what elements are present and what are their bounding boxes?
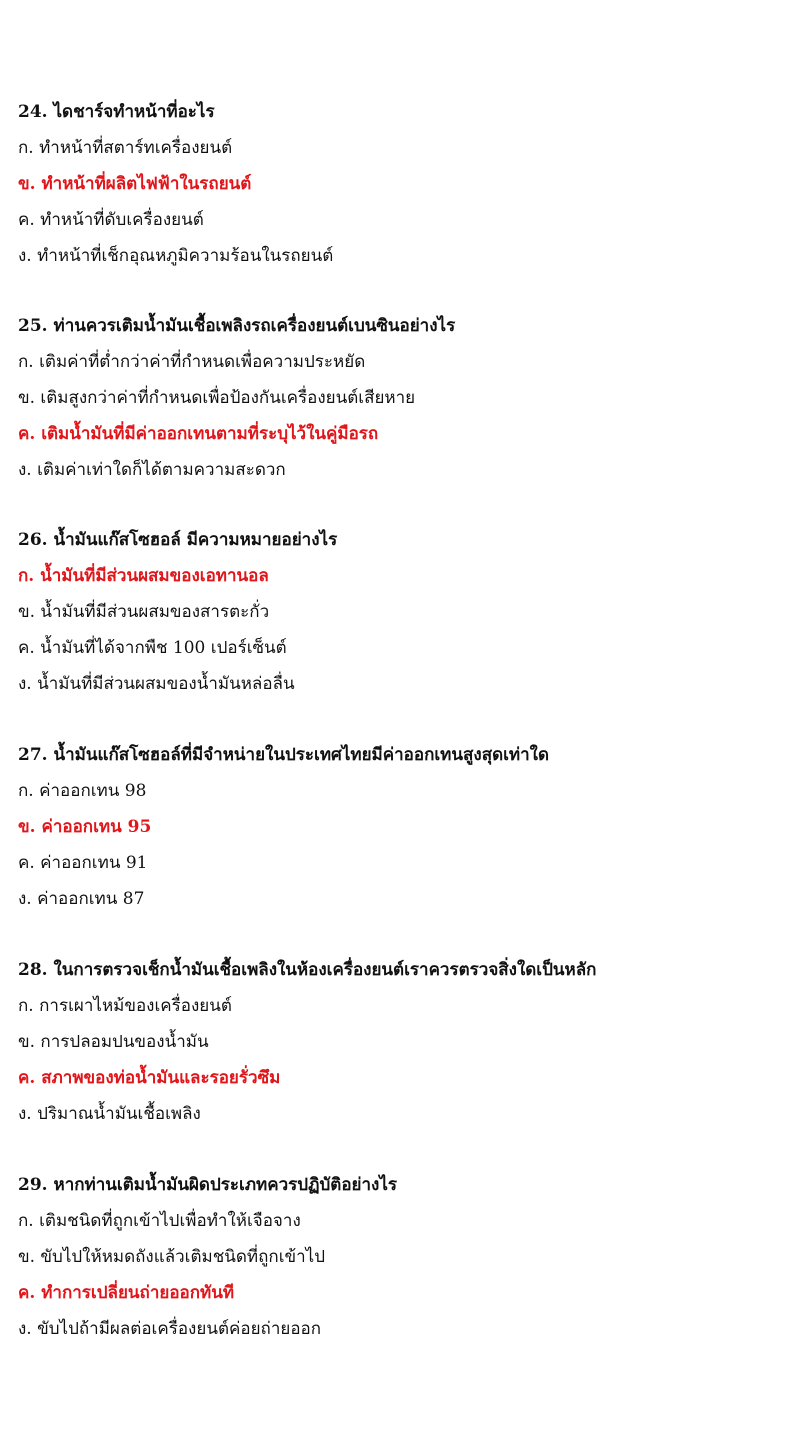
option-b: ข. น้ำมันที่มีส่วนผสมของสารตะกั่ว bbox=[18, 602, 270, 622]
option-d: ง. ขับไปถ้ามีผลต่อเครื่องยนต์ค่อยถ่ายออก bbox=[18, 1319, 322, 1339]
option-d: ง. เติมค่าเท่าใดก็ได้ตามความสะดวก bbox=[18, 460, 286, 480]
option-a-correct: ก. น้ำมันที่มีส่วนผสมของเอทานอล bbox=[18, 566, 269, 586]
question-title: 26. น้ำมันแก๊สโซฮอล์ มีความหมายอย่างไร bbox=[18, 530, 338, 550]
option-b: ข. เติมสูงกว่าค่าที่กำหนดเพื่อป้องกันเครื่องยนต์เสียหาย bbox=[18, 388, 416, 408]
question-24 bbox=[18, 94, 778, 274]
question-26 bbox=[18, 522, 778, 702]
option-a: ก. ค่าออกเทน 98 bbox=[18, 781, 147, 801]
question-28 bbox=[18, 952, 778, 1132]
option-c-correct: ค. สภาพของท่อน้ำมันและรอยรั่วซึม bbox=[18, 1068, 281, 1088]
option-b: ข. ขับไปให้หมดถังแล้วเติมชนิดที่ถูกเข้าไป bbox=[18, 1247, 326, 1267]
option-d: ง. ปริมาณน้ำมันเชื้อเพลิง bbox=[18, 1104, 201, 1124]
option-d: ง. ทำหน้าที่เช็กอุณหภูมิความร้อนในรถยนต์ bbox=[18, 246, 334, 266]
question-title: 28. ในการตรวจเช็กน้ำมันเชื้อเพลิงในห้องเครื่องยนต์เราควรตรวจสิ่งใดเป็นหลัก bbox=[18, 960, 597, 980]
option-b-correct: ข. ค่าออกเทน 95 bbox=[18, 817, 152, 837]
question-27 bbox=[18, 737, 778, 917]
option-b: ข. การปลอมปนของน้ำมัน bbox=[18, 1032, 209, 1052]
option-c: ค. ทำหน้าที่ดับเครื่องยนต์ bbox=[18, 210, 204, 230]
option-c: ค. ค่าออกเทน 91 bbox=[18, 853, 148, 873]
option-d: ง. ค่าออกเทน 87 bbox=[18, 889, 145, 909]
option-b-correct: ข. ทำหน้าที่ผลิตไฟฟ้าในรถยนต์ bbox=[18, 174, 252, 194]
question-title: 24. ไดชาร์จทำหน้าที่อะไร bbox=[18, 102, 215, 122]
question-title: 27. น้ำมันแก๊สโซฮอล์ที่มีจำหน่ายในประเทศไทยมีค่าออกเทนสูงสุดเท่าใด bbox=[18, 745, 550, 765]
option-c-correct: ค. เติมน้ำมันที่มีค่าออกเทนตามที่ระบุไว้ในคู่มือรถ bbox=[18, 424, 379, 444]
option-a: ก. การเผาไหม้ของเครื่องยนต์ bbox=[18, 996, 232, 1016]
question-29 bbox=[18, 1167, 778, 1347]
option-a: ก. ทำหน้าที่สตาร์ทเครื่องยนต์ bbox=[18, 138, 233, 158]
option-a: ก. เติมค่าที่ต่ำกว่าค่าที่กำหนดเพื่อความประหยัด bbox=[18, 352, 366, 372]
option-c: ค. น้ำมันที่ได้จากพืช 100 เปอร์เซ็นต์ bbox=[18, 638, 287, 658]
question-title: 25. ท่านควรเติมน้ำมันเชื้อเพลิงรถเครื่องยนต์เบนซินอย่างไร bbox=[18, 316, 456, 336]
option-c-correct: ค. ทำการเปลี่ยนถ่ายออกทันที bbox=[18, 1283, 235, 1303]
question-25 bbox=[18, 308, 778, 488]
option-a: ก. เติมชนิดที่ถูกเข้าไปเพื่อทำให้เจือจาง bbox=[18, 1211, 301, 1231]
question-title: 29. หากท่านเติมน้ำมันผิดประเภทควรปฏิบัติอย่างไร bbox=[18, 1175, 398, 1195]
option-d: ง. น้ำมันที่มีส่วนผสมของน้ำมันหล่อลื่น bbox=[18, 674, 295, 694]
